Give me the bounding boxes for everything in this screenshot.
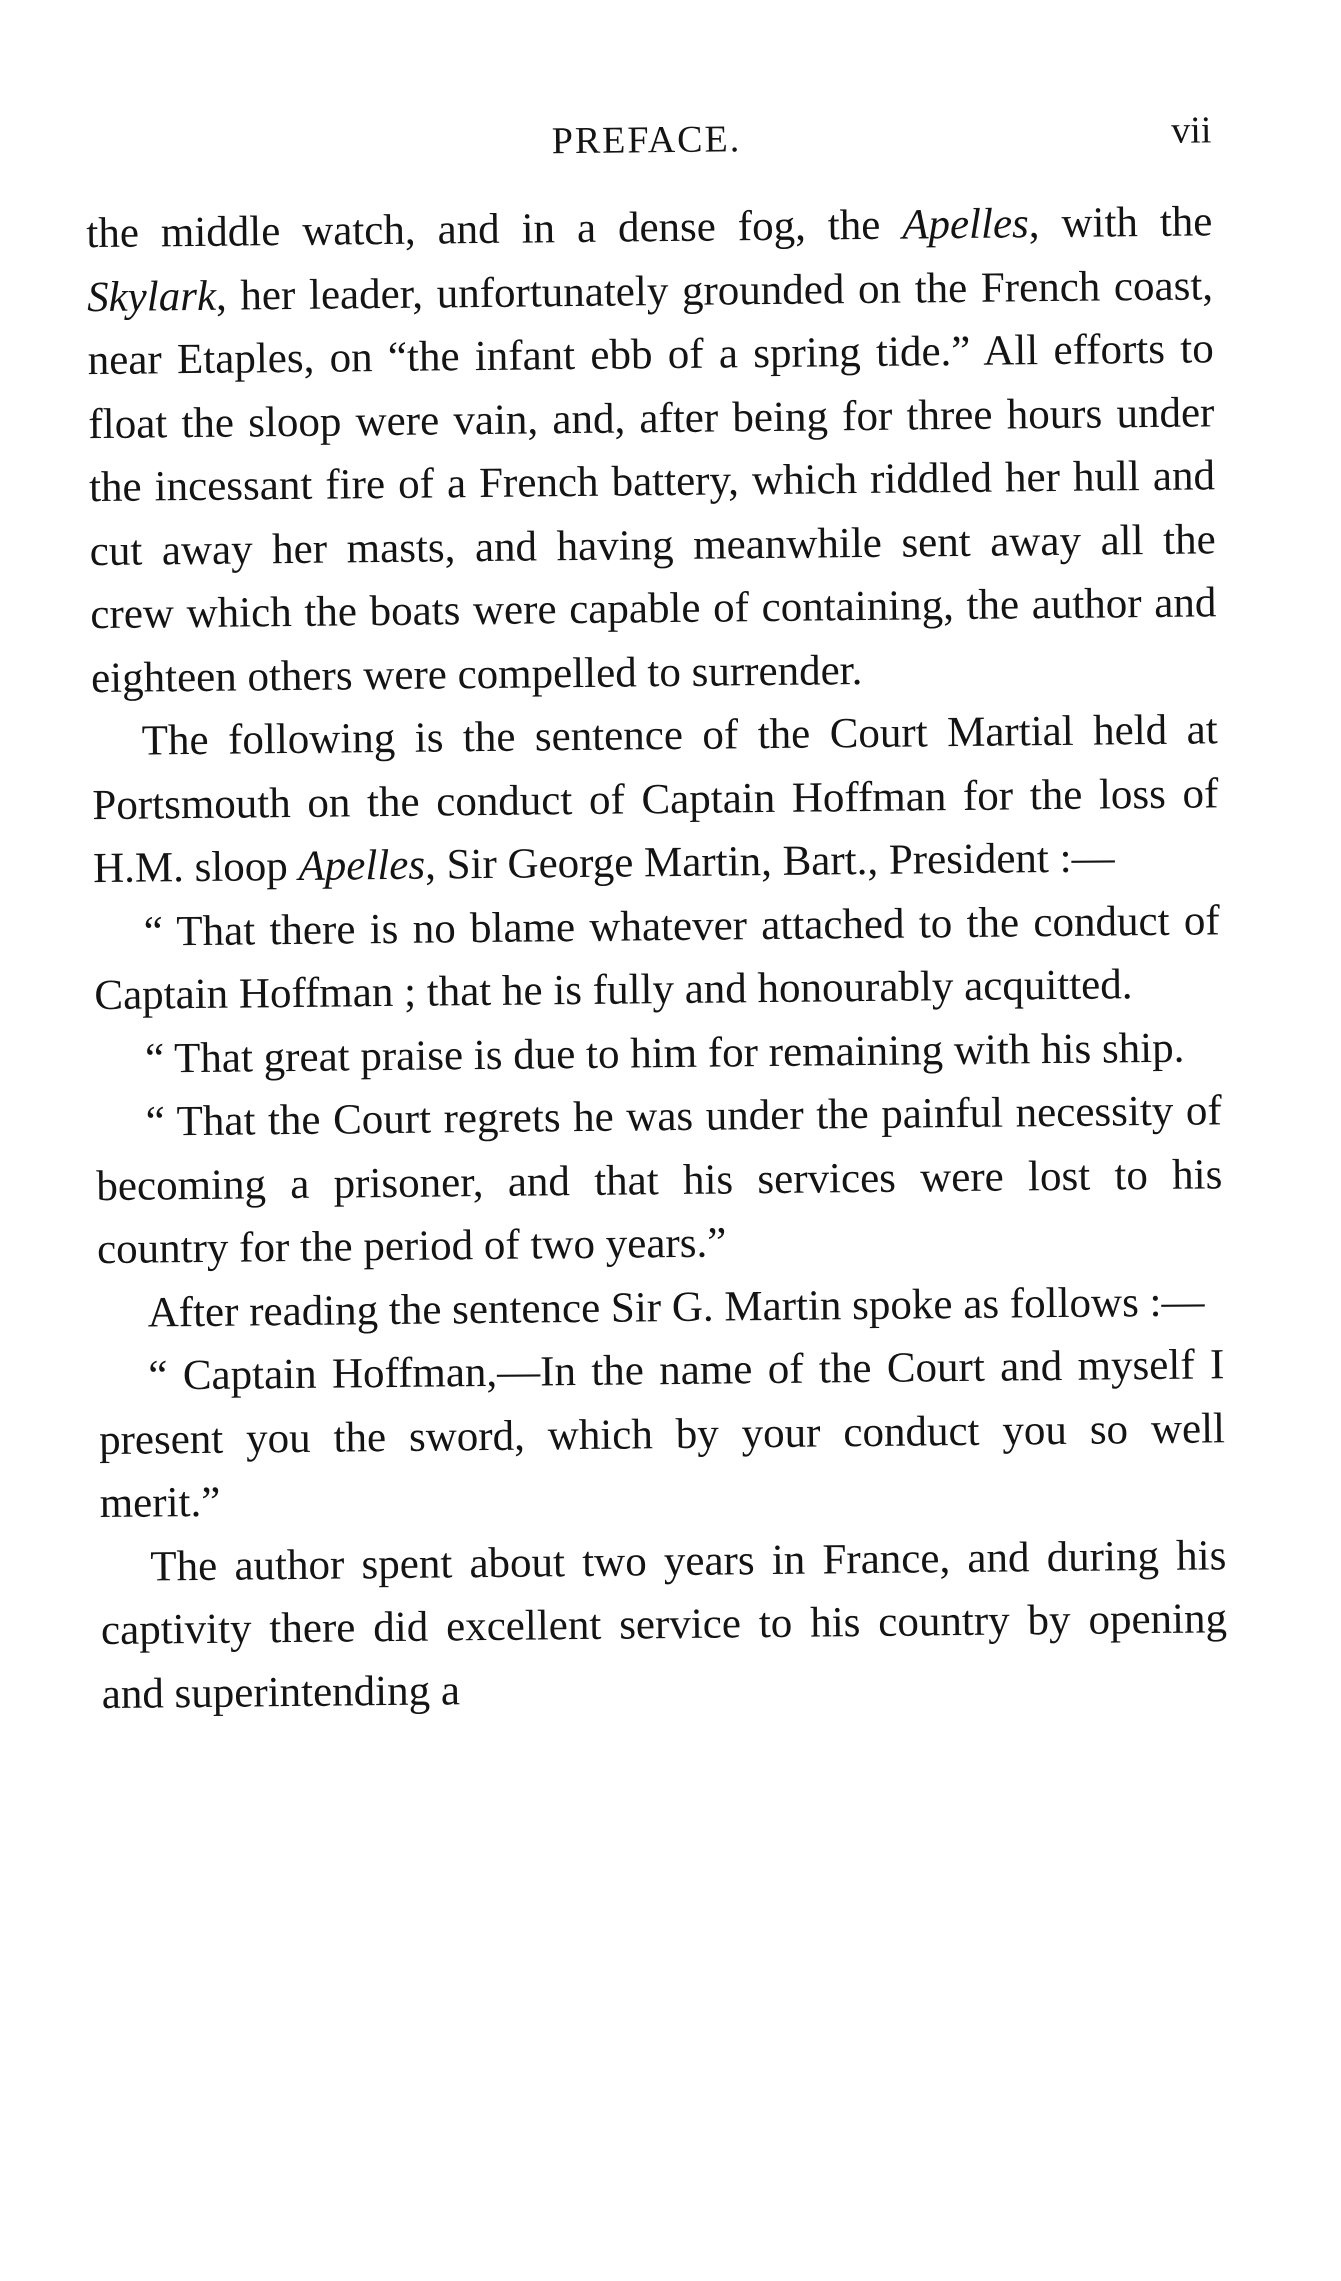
- text-run: The following is the sentence of the Court Martial held at Portsmouth on the conduct of Captain Hoffman for the loss of H.M. sloop: [92, 706, 1219, 893]
- text-run: The author spent about two years in France, and during his captivity there did excellent service to his country by opening and superintending a: [100, 1531, 1228, 1718]
- text-run: “ That the Court regrets he was under the painful necessity of becoming a prisoner, and that his services were lost to his country for the period of two years.”: [96, 1087, 1223, 1274]
- italic-text: Apelles: [298, 841, 426, 890]
- paragraph: [100, 1524, 1228, 1726]
- paragraph: [86, 190, 1217, 710]
- text-run: “ That great praise is due to him for remaining with his ship.: [144, 1024, 1185, 1083]
- paragraph: [95, 1016, 1222, 1091]
- paragraph: [95, 1079, 1223, 1281]
- page-number: vii: [1171, 109, 1212, 152]
- text-run: After reading the sentence Sir G. Martin spoke as follows :—: [147, 1277, 1205, 1337]
- page-header: [81, 109, 1212, 184]
- paragraph: [97, 1270, 1224, 1345]
- body-text: [86, 190, 1228, 1726]
- text-run: “ That there is no blame whatever attached to the conduct of Captain Hoffman ; that he is fully and honourably acquitted.: [94, 896, 1220, 1020]
- paragraph: [93, 889, 1220, 1028]
- paragraph: [91, 698, 1219, 900]
- paragraph: [98, 1333, 1226, 1535]
- text-run: “ Captain Hoffman,—In the name of the Court and myself I present you the sword, which by your conduct you so well merit.”: [98, 1341, 1226, 1528]
- text-run: , with the: [1028, 198, 1213, 248]
- text-run: the middle watch, and in a dense fog, the: [86, 201, 903, 258]
- text-run: , Sir George Martin, Bart., President :—: [424, 834, 1115, 889]
- italic-text: Skylark: [86, 272, 217, 321]
- italic-text: Apelles: [901, 200, 1030, 249]
- running-head: PREFACE.: [551, 118, 742, 163]
- text-run: , her leader, unfortunately grounded on the French coast, near Etaples, on “the infant ebb of a spring tide.” All efforts to float the sloop were vain, and, after being for three hours under the incessant fire of a French battery, which riddled her hull and cut away her masts, and having meanwhile sent away all the crew which the boats were capable of containing, the author and eighteen others were compelled to surrender.: [87, 261, 1217, 702]
